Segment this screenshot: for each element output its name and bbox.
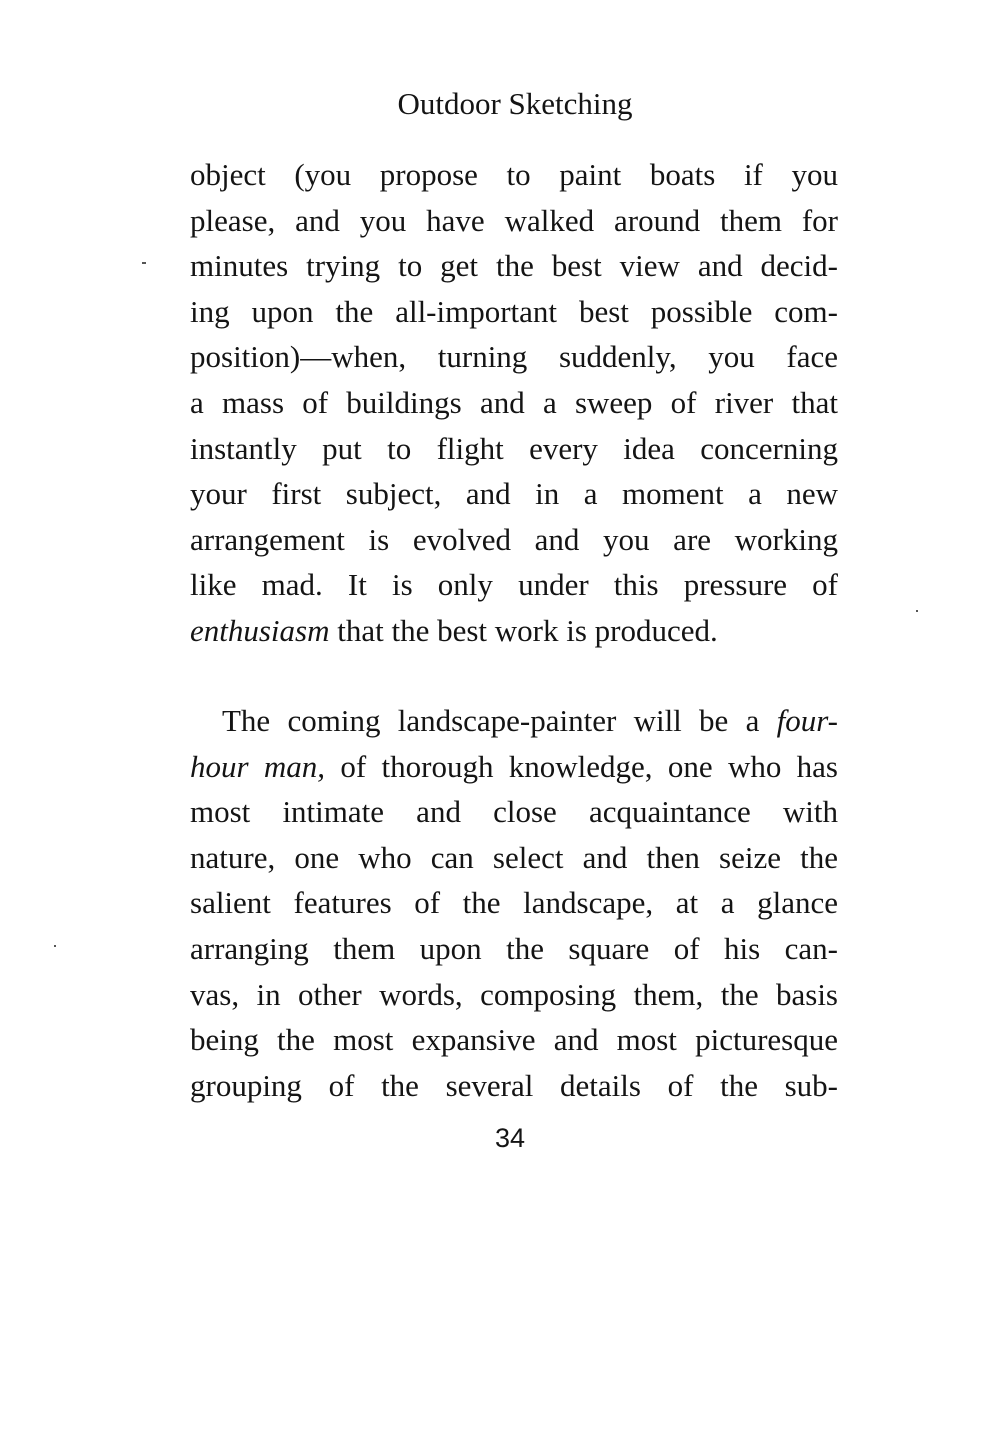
emphasis-enthusiasm: enthusiasm bbox=[190, 612, 330, 648]
paragraph-1-last-line bbox=[190, 608, 838, 654]
paragraph-2-line: nature, one who can select and then seize the bbox=[190, 839, 838, 875]
paragraph-2-first-line-text: The coming landscape-painter will be a bbox=[222, 703, 777, 738]
paragraph-2-second-line-text: of thorough knowledge, one who has bbox=[325, 748, 838, 784]
scan-speck bbox=[54, 945, 56, 947]
scan-speck bbox=[916, 610, 918, 612]
running-head: Outdoor Sketching bbox=[397, 86, 633, 121]
paragraph-2 bbox=[190, 698, 838, 1108]
paragraph-1 bbox=[190, 152, 838, 654]
paragraph-1-line: ing upon the all-important best possible com- bbox=[190, 293, 838, 329]
paragraph-2-line: salient features of the landscape, at a glance bbox=[190, 885, 838, 921]
paragraph-1-last-line-text: that the best work is produced. bbox=[329, 612, 718, 648]
paragraph-2-second-line bbox=[190, 744, 838, 790]
paragraph-1-line: position)—when, turning suddenly, you face bbox=[190, 339, 838, 375]
paragraph-1-line: a mass of buildings and a sweep of river that bbox=[190, 384, 838, 420]
paragraph-1-line: your first subject, and in a moment a new bbox=[190, 476, 838, 512]
paragraph-2-line: grouping of the several details of the sub- bbox=[190, 1067, 838, 1103]
paragraph-2-line: arranging them upon the square of his can- bbox=[190, 930, 838, 966]
emphasis-four: four- bbox=[776, 703, 838, 738]
paragraph-2-first-line bbox=[190, 698, 838, 744]
page-number: 34 bbox=[494, 1123, 526, 1153]
paragraph-2-line: vas, in other words, composing them, the basis bbox=[190, 976, 838, 1012]
paragraph-1-line: please, and you have walked around them for bbox=[190, 202, 838, 238]
scan-speck bbox=[142, 262, 146, 264]
paragraph-1-line: like mad. It is only under this pressure of bbox=[190, 567, 838, 603]
paragraph-1-line: minutes trying to get the best view and decid- bbox=[190, 248, 838, 284]
paragraph-1-line: arrangement is evolved and you are working bbox=[190, 521, 838, 557]
emphasis-hour-man: hour man, bbox=[190, 748, 326, 784]
paragraph-2-line: most intimate and close acquaintance with bbox=[190, 794, 838, 830]
paragraph-1-line: instantly put to flight every idea concerning bbox=[190, 430, 838, 466]
paragraph-1-line: object (you propose to paint boats if you bbox=[190, 157, 838, 192]
paragraph-2-line: being the most expansive and most picturesque bbox=[190, 1022, 838, 1058]
